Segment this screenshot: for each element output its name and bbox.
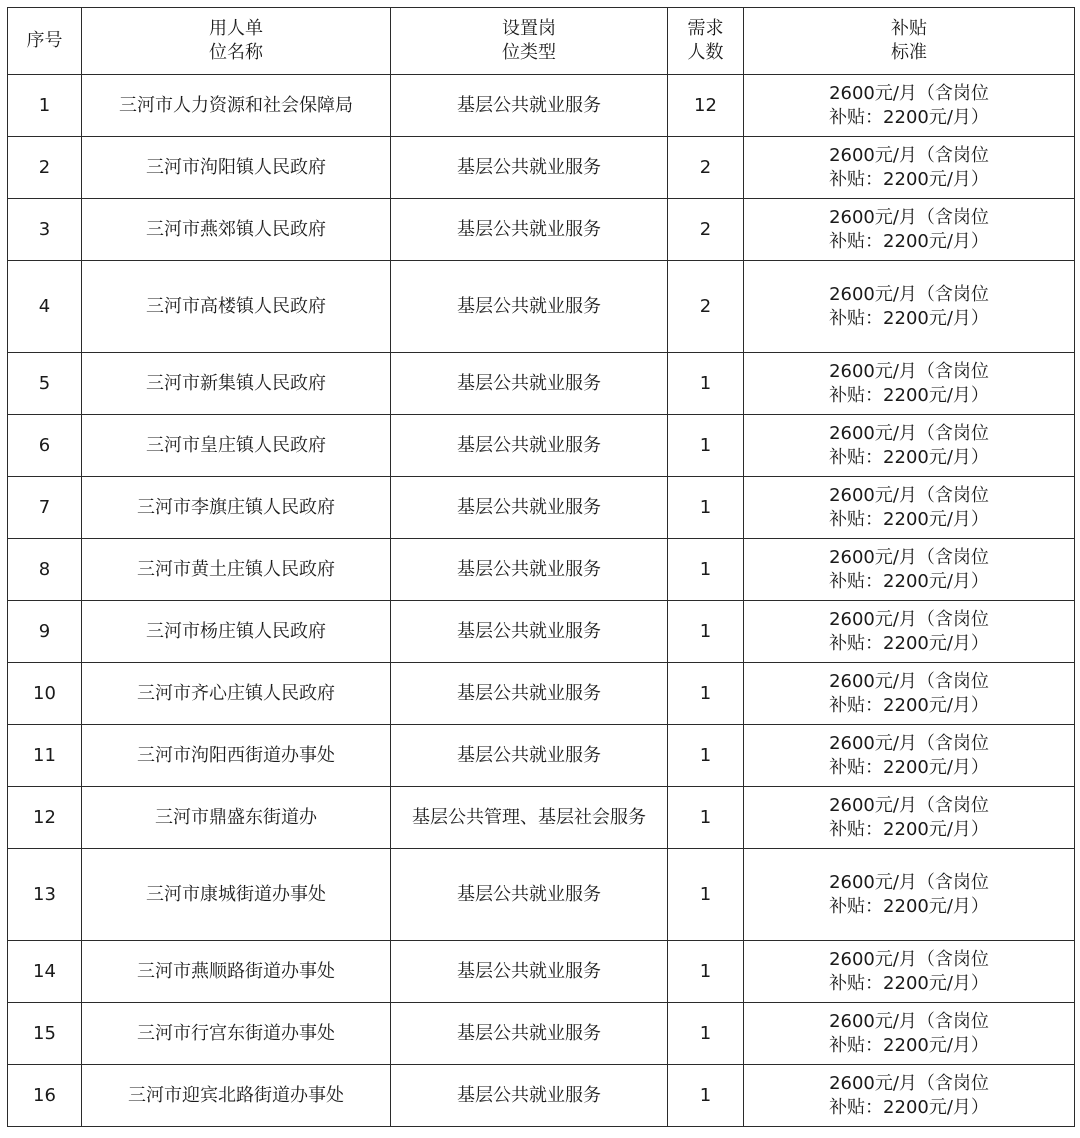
cell-count [668,477,744,539]
header-unit [82,8,391,75]
cell-count-text: 1 [699,372,712,394]
cell-subsidy-line2: 补贴：2200元/月） [829,895,989,917]
cell-subsidy [744,261,1075,353]
cell-no [8,75,82,137]
cell-subsidy [744,199,1075,261]
cell-count-text: 1 [699,744,712,766]
cell-type-text: 基层公共就业服务 [457,372,601,394]
cell-subsidy-line1: 2600元/月（含岗位 [829,732,989,754]
cell-type-text: 基层公共就业服务 [457,496,601,518]
cell-unit-text: 三河市人力资源和社会保障局 [119,94,353,116]
header-type-line2: 位类型 [502,42,556,63]
cell-count [668,1065,744,1127]
cell-unit [82,75,391,137]
cell-count-text: 12 [694,94,717,116]
cell-subsidy [744,75,1075,137]
cell-no [8,663,82,725]
cell-type [391,199,668,261]
cell-no-text: 14 [33,960,56,982]
cell-unit [82,1065,391,1127]
cell-type [391,725,668,787]
cell-count-text: 1 [699,1022,712,1044]
cell-no-text: 15 [33,1022,56,1044]
table-row [8,199,1075,261]
cell-subsidy [744,539,1075,601]
cell-count [668,601,744,663]
cell-subsidy-line2: 补贴：2200元/月） [829,1034,989,1056]
cell-count-text: 1 [699,883,712,905]
header-no-text: 序号 [26,30,63,51]
table-row [8,663,1075,725]
cell-count-text: 1 [699,558,712,580]
cell-count [668,137,744,199]
cell-subsidy-line2: 补贴：2200元/月） [829,570,989,592]
cell-subsidy [744,353,1075,415]
cell-subsidy-line1: 2600元/月（含岗位 [829,546,989,568]
cell-subsidy [744,849,1075,941]
header-unit-line1: 用人单 [209,18,263,39]
cell-subsidy [744,1003,1075,1065]
cell-type [391,353,668,415]
cell-no [8,477,82,539]
table-header [8,8,1075,75]
cell-subsidy [744,787,1075,849]
table-row [8,941,1075,1003]
cell-subsidy-line2: 补贴：2200元/月） [829,446,989,468]
cell-subsidy-line1: 2600元/月（含岗位 [829,670,989,692]
table-row [8,1065,1075,1127]
cell-no [8,1003,82,1065]
cell-subsidy-line1: 2600元/月（含岗位 [829,144,989,166]
cell-no [8,199,82,261]
cell-count-text: 2 [699,218,712,240]
header-count [668,8,744,75]
cell-unit-text: 三河市泃阳镇人民政府 [146,156,326,178]
cell-type-text: 基层公共就业服务 [457,434,601,456]
cell-subsidy-line1: 2600元/月（含岗位 [829,422,989,444]
table-row [8,477,1075,539]
cell-unit [82,849,391,941]
cell-count [668,261,744,353]
cell-no-text: 11 [33,744,56,766]
cell-subsidy [744,725,1075,787]
header-row [8,8,1075,75]
cell-no-text: 2 [38,156,51,178]
table-row [8,1003,1075,1065]
cell-subsidy-line2: 补贴：2200元/月） [829,632,989,654]
cell-subsidy-line2: 补贴：2200元/月） [829,694,989,716]
cell-subsidy-line1: 2600元/月（含岗位 [829,1010,989,1032]
cell-type [391,539,668,601]
cell-type-text: 基层公共就业服务 [457,620,601,642]
job-table [7,7,1075,1127]
cell-type [391,477,668,539]
cell-no-text: 10 [33,682,56,704]
cell-subsidy-line1: 2600元/月（含岗位 [829,206,989,228]
cell-unit [82,663,391,725]
table-body [8,75,1075,1127]
cell-unit [82,477,391,539]
cell-count [668,353,744,415]
cell-subsidy-line1: 2600元/月（含岗位 [829,283,989,305]
cell-no-text: 16 [33,1084,56,1106]
cell-unit [82,601,391,663]
cell-unit-text: 三河市杨庄镇人民政府 [146,620,326,642]
cell-count-text: 1 [699,682,712,704]
cell-subsidy-line2: 补贴：2200元/月） [829,756,989,778]
cell-no-text: 9 [38,620,51,642]
table-row [8,75,1075,137]
cell-count [668,1003,744,1065]
table-row [8,725,1075,787]
table-row [8,849,1075,941]
cell-subsidy-line2: 补贴：2200元/月） [829,307,989,329]
cell-type-text: 基层公共管理、基层社会服务 [412,806,646,828]
cell-unit [82,539,391,601]
header-count-line2: 人数 [687,42,724,63]
cell-no [8,261,82,353]
cell-type [391,1065,668,1127]
cell-unit-text: 三河市黄土庄镇人民政府 [137,558,335,580]
cell-subsidy-line2: 补贴：2200元/月） [829,508,989,530]
cell-unit-text: 三河市迎宾北路街道办事处 [128,1084,344,1106]
cell-no-text: 7 [38,496,51,518]
cell-subsidy-line2: 补贴：2200元/月） [829,168,989,190]
cell-subsidy [744,941,1075,1003]
cell-no [8,725,82,787]
cell-type [391,137,668,199]
cell-unit [82,261,391,353]
cell-type [391,941,668,1003]
header-subsidy [744,8,1075,75]
cell-count-text: 1 [699,1084,712,1106]
table-row [8,601,1075,663]
cell-subsidy [744,137,1075,199]
cell-unit-text: 三河市皇庄镇人民政府 [146,434,326,456]
cell-unit-text: 三河市康城街道办事处 [146,883,326,905]
cell-unit-text: 三河市燕郊镇人民政府 [146,218,326,240]
cell-subsidy [744,663,1075,725]
cell-count [668,663,744,725]
cell-unit-text: 三河市行宫东街道办事处 [137,1022,335,1044]
header-count-line1: 需求 [687,18,724,39]
cell-type [391,663,668,725]
cell-no [8,849,82,941]
table-row [8,137,1075,199]
cell-unit [82,941,391,1003]
cell-type-text: 基层公共就业服务 [457,218,601,240]
cell-count [668,787,744,849]
cell-type-text: 基层公共就业服务 [457,682,601,704]
cell-unit [82,415,391,477]
cell-no-text: 12 [33,806,56,828]
table-row [8,353,1075,415]
cell-count-text: 1 [699,806,712,828]
cell-type-text: 基层公共就业服务 [457,295,601,317]
cell-type-text: 基层公共就业服务 [457,1022,601,1044]
cell-type [391,75,668,137]
cell-type-text: 基层公共就业服务 [457,1084,601,1106]
cell-subsidy [744,415,1075,477]
cell-type [391,601,668,663]
cell-subsidy [744,601,1075,663]
cell-count-text: 2 [699,156,712,178]
cell-type-text: 基层公共就业服务 [457,558,601,580]
cell-unit [82,137,391,199]
cell-unit-text: 三河市新集镇人民政府 [146,372,326,394]
cell-type [391,1003,668,1065]
cell-count [668,941,744,1003]
cell-count [668,199,744,261]
cell-no-text: 8 [38,558,51,580]
cell-unit [82,199,391,261]
header-no [8,8,82,75]
cell-type [391,415,668,477]
cell-no [8,353,82,415]
header-subsidy-line2: 标准 [891,42,927,63]
cell-subsidy-line1: 2600元/月（含岗位 [829,608,989,630]
cell-type [391,849,668,941]
cell-type-text: 基层公共就业服务 [457,883,601,905]
cell-unit-text: 三河市泃阳西街道办事处 [137,744,335,766]
cell-no [8,787,82,849]
header-type-line1: 设置岗 [502,18,556,39]
cell-subsidy-line2: 补贴：2200元/月） [829,1096,989,1118]
table-row [8,787,1075,849]
cell-subsidy-line1: 2600元/月（含岗位 [829,948,989,970]
cell-count-text: 1 [699,960,712,982]
cell-count-text: 2 [699,295,712,317]
cell-subsidy-line2: 补贴：2200元/月） [829,230,989,252]
table-row [8,261,1075,353]
cell-no [8,137,82,199]
cell-unit [82,1003,391,1065]
cell-unit-text: 三河市李旗庄镇人民政府 [137,496,335,518]
header-type [391,8,668,75]
header-unit-line2: 位名称 [209,42,263,63]
cell-no [8,415,82,477]
cell-count [668,725,744,787]
cell-no-text: 1 [38,94,51,116]
cell-no-text: 6 [38,434,51,456]
cell-no [8,539,82,601]
cell-subsidy-line2: 补贴：2200元/月） [829,384,989,406]
header-subsidy-line1: 补贴 [891,18,927,39]
cell-no [8,601,82,663]
cell-type [391,261,668,353]
cell-subsidy-line2: 补贴：2200元/月） [829,818,989,840]
cell-type-text: 基层公共就业服务 [457,94,601,116]
cell-unit-text: 三河市鼎盛东街道办 [155,806,317,828]
cell-no [8,1065,82,1127]
table-row [8,539,1075,601]
cell-count-text: 1 [699,434,712,456]
cell-unit-text: 三河市高楼镇人民政府 [146,295,326,317]
cell-count [668,539,744,601]
cell-no-text: 5 [38,372,51,394]
cell-subsidy-line1: 2600元/月（含岗位 [829,484,989,506]
cell-unit [82,725,391,787]
cell-unit-text: 三河市齐心庄镇人民政府 [137,682,335,704]
cell-subsidy-line1: 2600元/月（含岗位 [829,871,989,893]
cell-subsidy-line1: 2600元/月（含岗位 [829,82,989,104]
cell-unit-text: 三河市燕顺路街道办事处 [137,960,335,982]
cell-count-text: 1 [699,496,712,518]
cell-type-text: 基层公共就业服务 [457,156,601,178]
cell-subsidy [744,477,1075,539]
cell-no [8,941,82,1003]
cell-type-text: 基层公共就业服务 [457,744,601,766]
cell-count [668,415,744,477]
cell-count [668,75,744,137]
cell-subsidy-line2: 补贴：2200元/月） [829,106,989,128]
cell-subsidy [744,1065,1075,1127]
cell-count [668,849,744,941]
cell-subsidy-line1: 2600元/月（含岗位 [829,360,989,382]
table-row [8,415,1075,477]
cell-subsidy-line1: 2600元/月（含岗位 [829,794,989,816]
cell-subsidy-line1: 2600元/月（含岗位 [829,1072,989,1094]
cell-no-text: 13 [33,883,56,905]
cell-type [391,787,668,849]
cell-unit [82,353,391,415]
cell-no-text: 4 [38,295,51,317]
cell-count-text: 1 [699,620,712,642]
cell-subsidy-line2: 补贴：2200元/月） [829,972,989,994]
cell-type-text: 基层公共就业服务 [457,960,601,982]
cell-unit [82,787,391,849]
cell-no-text: 3 [38,218,51,240]
